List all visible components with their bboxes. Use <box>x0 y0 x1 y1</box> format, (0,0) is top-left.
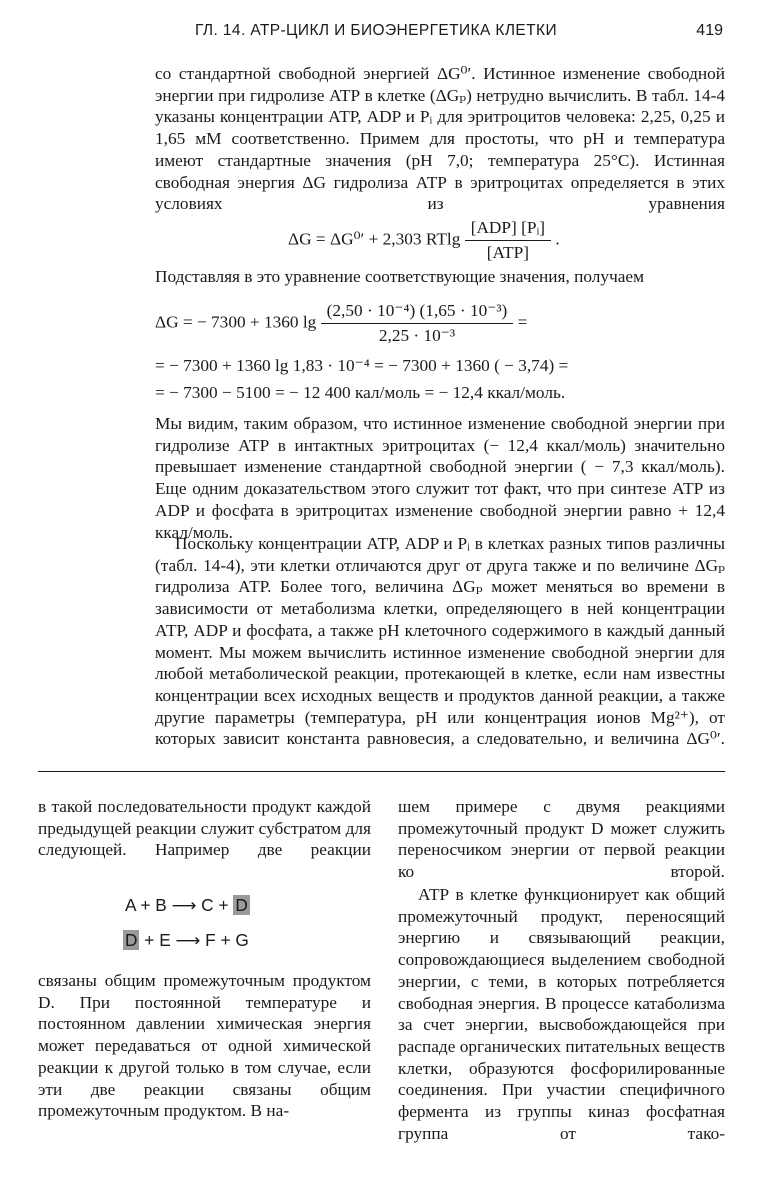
equation-tail: . <box>555 229 560 249</box>
body-paragraph-3: Мы видим, таким образом, что истинное изменение свободной энергии при гидролизе АТР в интактных эритроцитах (− 12,4 ккал/моль) значительно превышает изменение стандартной свободной энергии ( − 7,3 ккал/моль). Еще одним доказательством этого служит тот факт, что при синтезе АТР из ADP и фосфата в эритроцитах изменение свободной энергии равно + 12,4 ккал/моль. <box>155 414 725 542</box>
equation-fraction <box>321 300 514 347</box>
fraction-denominator: 2,25 · 10⁻³ <box>378 326 456 345</box>
footnote-divider <box>38 771 725 772</box>
equation-lhs: ΔG = − 7300 + 1360 lg <box>155 312 317 332</box>
equation-step-1: = − 7300 + 1360 lg 1,83 · 10⁻⁴ = − 7300 + 1360 ( − 3,74) = <box>155 356 569 375</box>
fraction-numerator: (2,50 · 10⁻⁴) (1,65 · 10⁻³) <box>321 300 514 324</box>
equation-free-energy <box>288 217 560 264</box>
reaction-1-left: A + B ⟶ C + <box>125 895 229 915</box>
body-paragraph-2: Подставляя в это уравнение соответствующие значения, получаем <box>155 267 645 286</box>
page-header <box>0 22 781 46</box>
right-paragraph-1: шем примере с двумя реакциями промежуточный продукт D может служить переносчиком энергии от первой реакции ко второй. <box>398 797 725 882</box>
equation-substitution <box>155 300 527 347</box>
body-paragraph-1: со стандартной свободной энергией ΔG⁰′. Истинное изменение свободной энергии при гидролизе АТР в клетке (ΔGₚ) нетрудно вычислить. В табл. 14-4 указаны концентрации АТР, ADP и Pᵢ для эритроцитов человека: 2,25, 0,25 и 1,65 мМ соответственно. Примем для простоты, что pH и температура имеют стандартные значения (pH 7,0; температура 25°С). Истинная свободная энергия ΔG гидролиза АТР в эритроцитах определяется в этих условиях из уравнения <box>155 64 725 214</box>
reaction-2 <box>123 929 249 951</box>
reaction-1 <box>125 894 250 916</box>
left-paragraph-2: связаны общим промежуточным продуктом D. При постоянной температуре и постоянном давлении химическая энергия может передаваться от одной химической реакции к другой только в том случае, если эти две реакции связаны общим промежуточным продуктом. В на- <box>38 971 371 1121</box>
running-title: ГЛ. 14. АТР-ЦИКЛ И БИОЭНЕРГЕТИКА КЛЕТКИ <box>195 22 557 39</box>
intermediate-d-highlight: D <box>125 930 138 950</box>
intermediate-d-highlight: D <box>235 895 248 915</box>
equation-lhs: ΔG = ΔG⁰′ + 2,303 RTlg <box>288 229 461 249</box>
body-paragraph-4: Поскольку концентрации АТР, ADP и Pᵢ в клетках разных типов различны (табл. 14-4), эти клетки отличаются друг от друга также и по величине ΔGₚ гидролиза АТР. Более того, величина ΔGₚ может меняться во времени в зависимости от метаболизма клетки, определяющего в ней концентрации АТР, ADP и фосфата, а также pH клеточного содержимого в каждый данный момент. Мы можем вычислить истинное изменение свободной энергии для любой метаболической реакции, протекающей в клетке, если нам известны концентрации всех исходных веществ и продуктов данной реакции, а также другие параметры (температура, pH или концентрация ионов Mg²⁺), от которых зависит константа равновесия, а следовательно, и величина ΔG⁰′. <box>155 534 725 749</box>
reaction-2-right: + E ⟶ F + G <box>144 930 249 950</box>
page-number: 419 <box>696 22 723 39</box>
equation-tail: = <box>517 312 528 332</box>
fraction-numerator: [ADP] [Pᵢ] <box>465 217 551 241</box>
fraction-denominator: [ATP] <box>486 243 529 262</box>
equation-fraction <box>465 217 551 264</box>
right-paragraph-2: АТР в клетке функционирует как общий промежуточный продукт, переносящий энергию и связывающий реакции, сопровождающиеся выделением свободной энергии, с теми, в которых потребляется свободная энергия. В процессе катаболизма за счет энергии, высвобождающейся при распаде органических питательных веществ клетки, образуются фосфорилированные соединения. При участии специфичного фермента из группы киназ фосфатная группа от тако- <box>398 885 725 1143</box>
equation-step-2: = − 7300 − 5100 = − 12 400 кал/моль = − 12,4 ккал/моль. <box>155 383 566 402</box>
left-paragraph-1: в такой последовательности продукт каждой предыдущей реакции служит субстратом для следующей. Например две реакции <box>38 797 371 860</box>
